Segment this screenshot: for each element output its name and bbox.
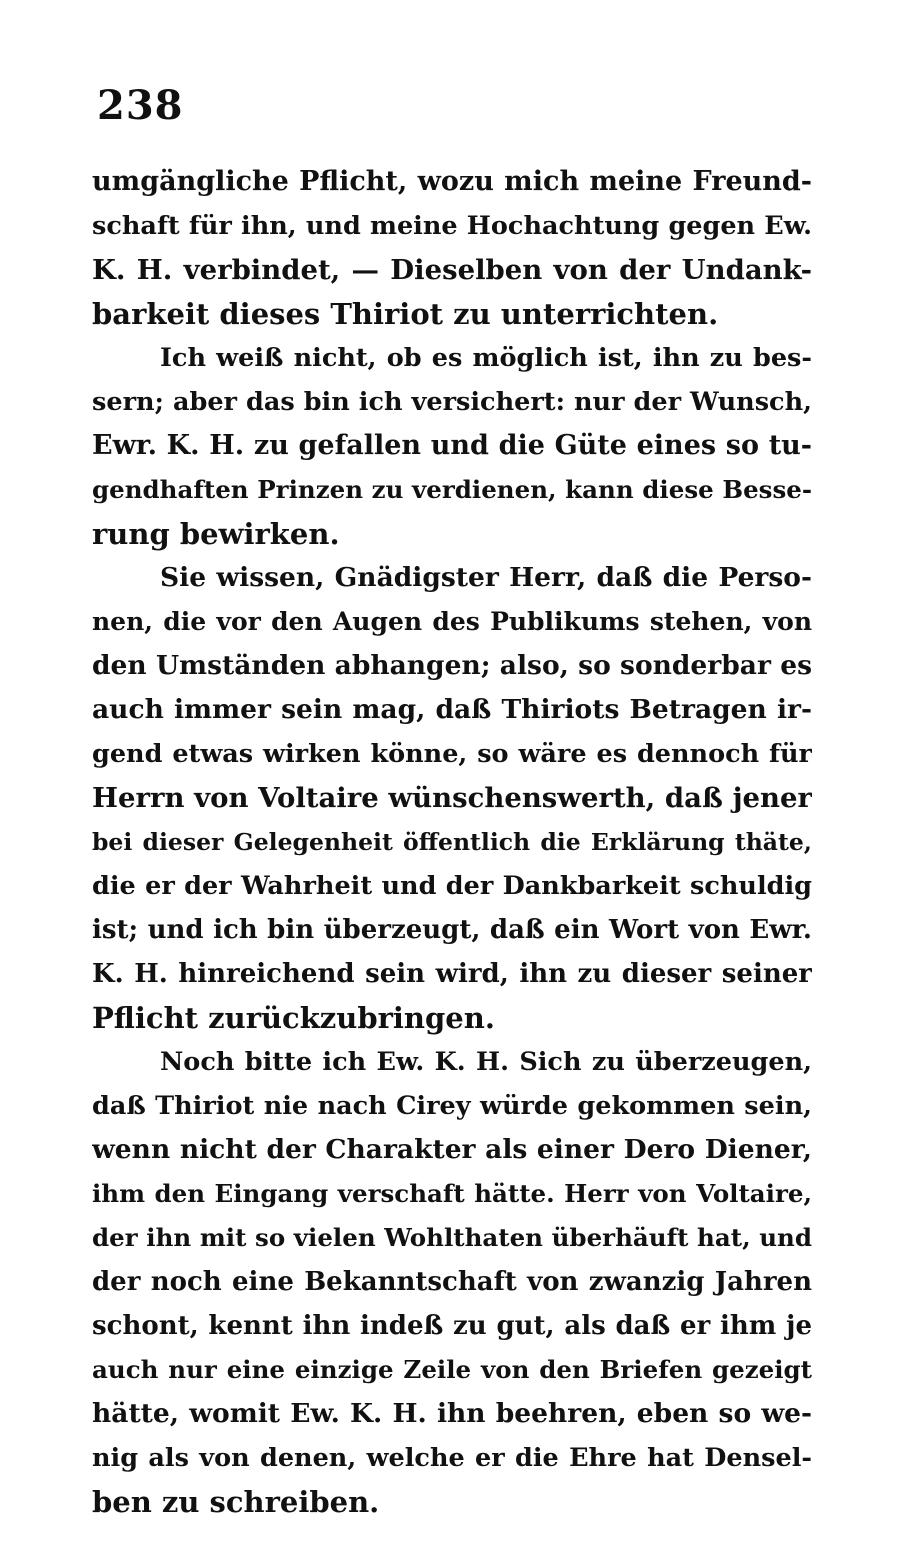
text-line: Herrn von Voltaire wünschenswerth, daß jener bbox=[92, 782, 812, 814]
text-line: schaft für ihn, und meine Hochachtung gegen Ew. bbox=[92, 211, 812, 241]
text-line: Ich weiß nicht, ob es möglich ist, ihn zu bes- bbox=[160, 343, 812, 373]
text-line: ist; und ich bin überzeugt, daß ein Wort von Ewr. bbox=[92, 915, 812, 945]
text-line: barkeit dieses Thiriot zu unterrichten. bbox=[92, 297, 719, 331]
text-line: Sie wissen, Gnädigster Herr, daß die Perso- bbox=[160, 562, 812, 593]
text-line: gendhaften Prinzen zu verdienen, kann diese Besse- bbox=[92, 475, 812, 504]
text-line: den Umständen abhangen; also, so sonderbar es bbox=[92, 650, 812, 681]
text-line: Noch bitte ich Ew. K. H. Sich zu überzeugen, bbox=[160, 1047, 812, 1077]
text-line: schont, kennt ihn indeß zu gut, als daß er ihm je bbox=[92, 1311, 812, 1341]
text-line: umgängliche Pflicht, wozu mich meine Freund- bbox=[92, 166, 812, 197]
text-line: bei dieser Gelegenheit öffentlich die Erklärung thäte, bbox=[92, 828, 812, 856]
text-line: auch immer sein mag, daß Thiriots Betragen ir- bbox=[92, 694, 812, 725]
text-line: auch nur eine einzige Zeile von den Briefen gezeigt bbox=[92, 1355, 812, 1384]
body-text bbox=[92, 160, 812, 1524]
text-line: K. H. verbindet, — Dieselben von der Undank- bbox=[92, 254, 812, 286]
text-line: Pflicht zurückzubringen. bbox=[92, 1001, 495, 1035]
text-line: daß Thiriot nie nach Cirey würde gekommen sein, bbox=[92, 1091, 812, 1121]
text-line: nen, die vor den Augen des Publikums stehen, von bbox=[92, 607, 812, 636]
page-number: 238 bbox=[97, 82, 184, 129]
text-line: sern; aber das bin ich versichert: nur der Wunsch, bbox=[92, 387, 812, 417]
text-line: nig als von denen, welche er die Ehre hat Densel- bbox=[92, 1443, 812, 1473]
text-line: ihm den Eingang verschaft hätte. Herr von Voltaire, bbox=[92, 1179, 812, 1208]
text-line: K. H. hinreichend sein wird, ihn zu dieser seiner bbox=[92, 959, 812, 989]
text-line: ben zu schreiben. bbox=[92, 1485, 380, 1519]
text-line: gend etwas wirken könne, so wäre es dennoch für bbox=[92, 739, 812, 769]
text-line: wenn nicht der Charakter als einer Dero Diener, bbox=[92, 1134, 812, 1165]
text-line: Ewr. K. H. zu gefallen und die Güte eines so tu- bbox=[92, 430, 812, 461]
text-line: der ihn mit so vielen Wohlthaten überhäuft hat, und bbox=[92, 1223, 812, 1252]
text-line: hätte, womit Ew. K. H. ihn beehren, eben so we- bbox=[92, 1398, 812, 1429]
text-line: rung bewirken. bbox=[92, 517, 340, 551]
text-line: die er der Wahrheit und der Dankbarkeit schuldig bbox=[92, 871, 812, 901]
text-line: der noch eine Bekanntschaft von zwanzig Jahren bbox=[92, 1267, 812, 1297]
